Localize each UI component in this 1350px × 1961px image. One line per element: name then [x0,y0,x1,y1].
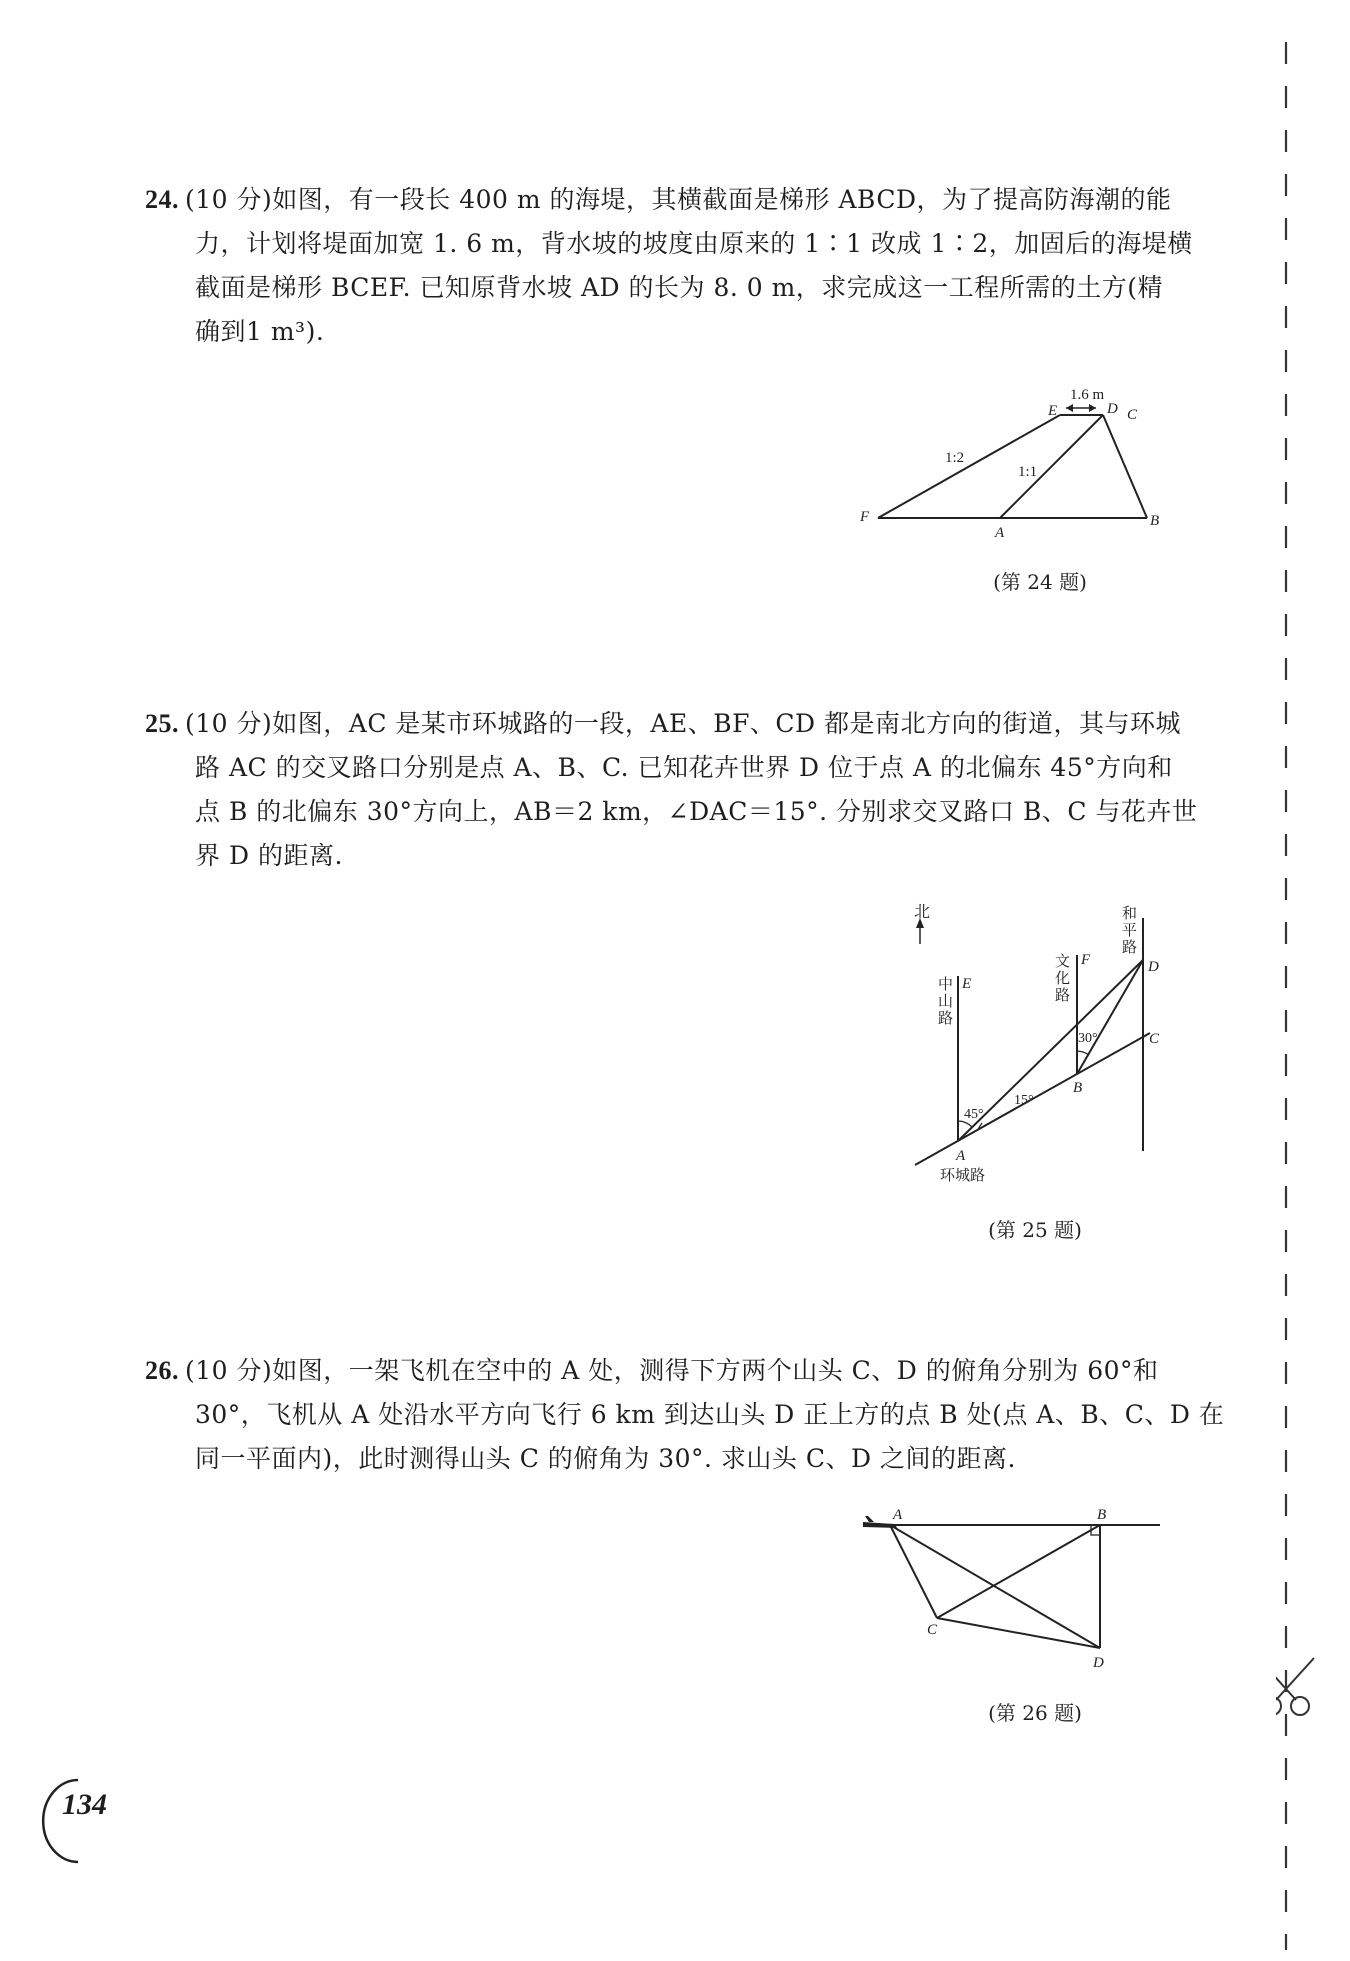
label-C: C [1149,1031,1160,1047]
label-heping-road: 和平路 [1122,906,1138,956]
label-B: B [1073,1080,1083,1096]
label-wenhua-road: 文化路 [1055,954,1071,1004]
problem-24-line-2: 力，计划将堤面加宽 1. 6 m，背水坡的坡度由原来的 1∶1 改成 1∶2，加固后的海堤横 [195,229,1193,258]
page-number: 134 [62,1788,107,1821]
label-width: 1.6 m [1070,387,1105,403]
label-A: A [893,1507,903,1523]
problem-24-line-1: 24. (10 分)如图，有一段长 400 m 的海堤，其横截面是梯形 ABCD，为了提高防海潮的能 [145,185,1172,214]
figure-25-caption: (第 25 题) [988,1218,1082,1242]
problem-24-line-4: 确到1 m³). [195,317,325,346]
label-angle-45: 45° [964,1107,984,1122]
problem-26-line-3: 同一平面内)，此时测得山头 C 的俯角为 30°. 求山头 C、D 之间的距离. [195,1444,1016,1473]
problem-26-line-2: 30°，飞机从 A 处沿水平方向飞行 6 km 到达山头 D 正上方的点 B 处(点 A、B、C、D 在 [195,1400,1225,1429]
problem-24-line-3: 截面是梯形 BCEF. 已知原背水坡 AD 的长为 8. 0 m，求完成这一工程所需的土方(精 [195,273,1164,302]
label-north: 北 [914,904,931,921]
label-C: C [927,1622,938,1638]
problem-25-line-2: 路 AC 的交叉路口分别是点 A、B、C. 已知花卉世界 D 位于点 A 的北偏东 45°方向和 [195,753,1173,782]
figure-24-diagram [850,375,1180,545]
problem-26 [145,1349,1225,1481]
label-huancheng-road: 环城路 [940,1168,986,1184]
scissors-icon [1276,1658,1314,1715]
label-zhongshan-road: 中山路 [938,977,954,1027]
problem-25-line-3: 点 B 的北偏东 30°方向上，AB＝2 km，∠DAC＝15°. 分别求交叉路口 B、C 与花卉世 [195,797,1198,826]
label-A: A [956,1148,966,1164]
label-E: E [1048,403,1058,419]
label-slope-old: 1:1 [1018,464,1038,480]
figure-24-caption: (第 24 题) [993,570,1087,594]
problem-number: 25. [145,709,179,738]
label-C: C [1127,407,1138,423]
label-angle-30: 30° [1078,1031,1098,1046]
problem-number: 26. [145,1356,179,1385]
problem-25 [145,702,1205,878]
figure-26-caption: (第 26 题) [988,1701,1082,1725]
label-E: E [962,976,972,992]
problem-number: 24. [145,185,179,214]
problem-24 [145,178,1205,354]
label-D: D [1107,401,1118,417]
airplane-icon [863,1516,897,1528]
label-B: B [1150,513,1160,529]
label-slope-new: 1:2 [945,450,965,466]
problem-26-line-1: 26. (10 分)如图，一架飞机在空中的 A 处，测得下方两个山头 C、D 的俯角分别为 60°和 [145,1356,1159,1385]
figure-26-diagram [855,1500,1175,1685]
label-F: F [860,509,870,525]
figure-25-diagram [900,898,1180,1198]
problem-25-line-1: 25. (10 分)如图，AC 是某市环城路的一段，AE、BF、CD 都是南北方向的街道，其与环城 [145,709,1182,738]
label-D: D [1148,959,1159,975]
label-angle-15: 15° [1014,1093,1034,1108]
label-A: A [995,525,1005,541]
label-B: B [1097,1507,1107,1523]
label-F: F [1081,952,1091,968]
cut-line [1276,0,1316,1961]
label-D: D [1093,1655,1104,1671]
problem-25-line-4: 界 D 的距离. [195,841,343,870]
